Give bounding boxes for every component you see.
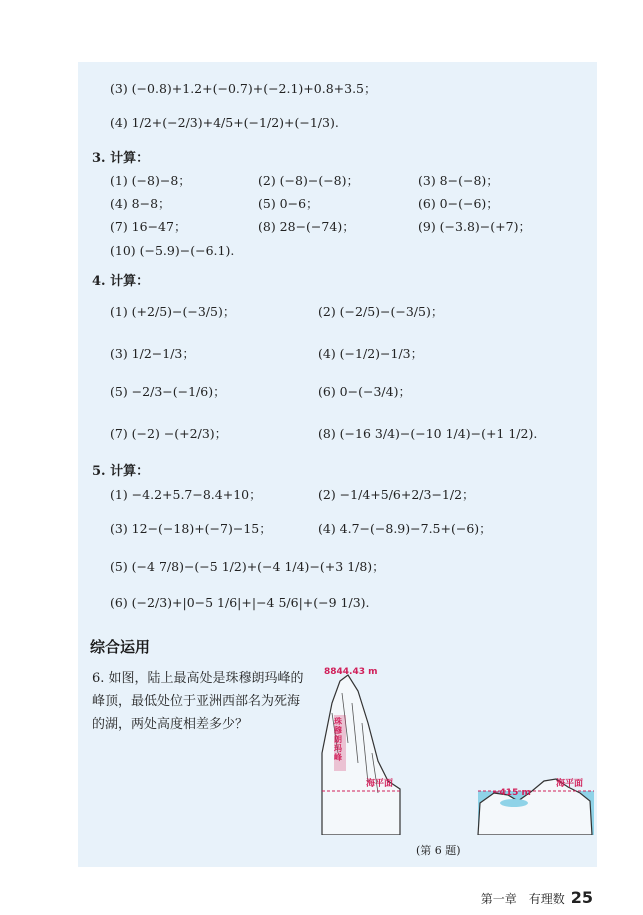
q5-item-5: (5) (−4 7/8)−(−5 1/2)+(−4 1/4)−(+3 1/8)；	[110, 559, 385, 574]
q3-item: (10) (−5.9)−(−6.1).	[110, 243, 235, 258]
q5-item: (2) −1/4+5/6+2/3−1/2；	[318, 487, 475, 502]
q5-item: (1) −4.2+5.7−8.4+10；	[110, 487, 262, 502]
q5-heading: 5. 计算：	[92, 464, 150, 479]
section-title: 综合运用	[90, 638, 151, 656]
q3-item: (3) 8−(−8)；	[418, 173, 499, 188]
q6-text: 6. 如图，陆上最高处是珠穆朗玛峰的峰顶，最低处位于亚洲西部名为死海的湖，两处高度相差多少？	[92, 671, 304, 732]
q5-item: (4) 4.7−(−8.9)−7.5+(−6)；	[318, 521, 492, 536]
q4-heading: 4. 计算：	[92, 274, 150, 289]
height-label: 8844.43 m	[324, 667, 378, 677]
q4-item: (4) (−1/2)−1/3；	[318, 346, 424, 361]
q2-item-4: (4) 1/2+(−2/3)+4/5+(−1/2)+(−1/3).	[110, 115, 339, 130]
figure-caption: (第 6 题)	[416, 844, 461, 857]
mountain-illustration	[318, 663, 594, 835]
q4-item: (8) (−16 3/4)−(−10 1/4)−(+1 1/2).	[318, 426, 538, 441]
q5-item: (3) 12−(−18)+(−7)−15；	[110, 521, 272, 536]
q2-item-3: (3) (−0.8)+1.2+(−0.7)+(−2.1)+0.8+3.5；	[110, 81, 377, 96]
q4-item: (1) (+2/5)−(−3/5)；	[110, 304, 236, 319]
sea-level-label-right: 海平面	[556, 779, 584, 789]
q4-item: (7) (−2) −(+2/3)；	[110, 426, 228, 441]
q4-item: (5) −2/3−(−1/6)；	[110, 384, 226, 399]
q4-item: (3) 1/2−1/3；	[110, 346, 195, 361]
q3-heading: 3. 计算：	[92, 151, 150, 166]
q4-item: (2) (−2/5)−(−3/5)；	[318, 304, 444, 319]
q3-item: (6) 0−(−6)；	[418, 196, 499, 211]
q3-item: (8) 28−(−74)；	[258, 219, 355, 234]
q3-item: (9) (−3.8)−(+7)；	[418, 219, 531, 234]
q3-item: (1) (−8)−8；	[110, 173, 191, 188]
q6-figure	[318, 663, 594, 835]
q4-item: (6) 0−(−3/4)；	[318, 384, 411, 399]
q3-item: (5) 0−6；	[258, 196, 319, 211]
q3-item: (7) 16−47；	[110, 219, 187, 234]
q3-item: (4) 8−8；	[110, 196, 171, 211]
sea-level-label-left: 海平面	[366, 779, 394, 789]
deadsea-depth-label: −415 m	[492, 788, 531, 798]
q3-item: (2) (−8)−(−8)；	[258, 173, 360, 188]
chapter-label: 第一章 有理数	[480, 892, 565, 906]
q5-item-6: (6) (−2/3)+|0−5 1/6|+|−4 5/6|+(−9 1/3).	[110, 595, 370, 610]
peak-label: 珠穆朗玛峰	[334, 717, 342, 762]
page-footer	[481, 888, 593, 907]
page-number: 25	[570, 888, 593, 907]
